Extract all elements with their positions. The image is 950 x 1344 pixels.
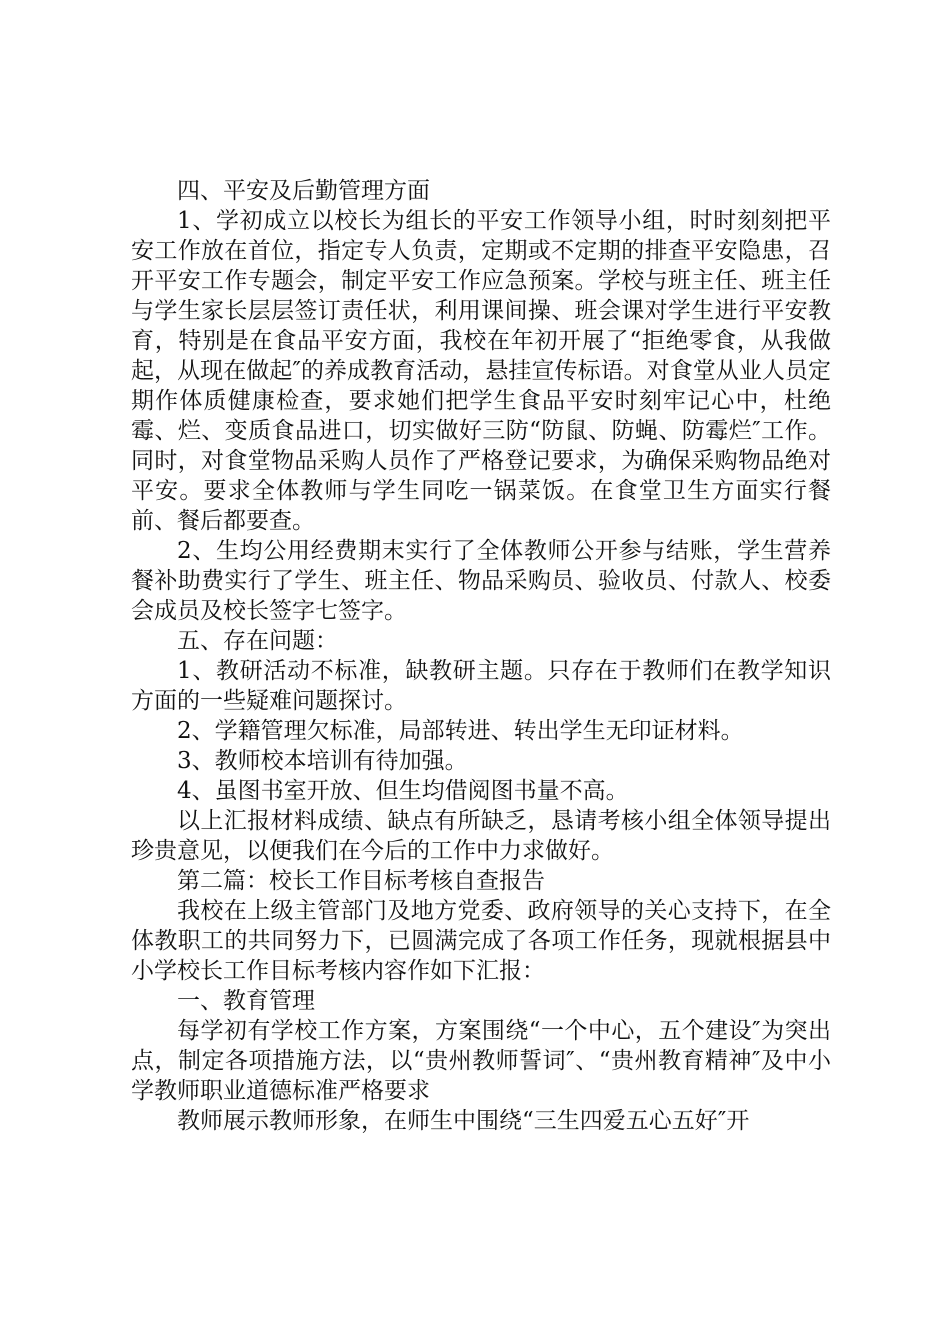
paragraph-teacher-image: 教师展示教师形象，在师生中围绕“三生四爱五心五好″开 <box>177 1108 750 1134</box>
section-heading-problems: 五、存在问题： <box>177 628 338 654</box>
paragraph-problem-4: 4、虽图书室开放、但生均借阅图书量不高。 <box>177 778 629 804</box>
section-heading-education-management: 一、教育管理 <box>177 988 315 1014</box>
section-heading-safety-logistics: 四、平安及后勤管理方面 <box>177 178 430 204</box>
paragraph-safety-item-2: 2、生均公用经费期末实行了全体教师公开参与结账，学生营养餐补助费实行了学生、班主任、物品采购员、验收员、付款人、校委会成员及校长签字七签字。 <box>131 538 831 624</box>
paragraph-problem-2: 2、学籍管理欠标准，局部转进、转出学生无印证材料。 <box>177 718 744 744</box>
paragraph-safety-item-1: 1、学初成立以校长为组长的平安工作领导小组，时时刻刻把平安工作放在首位，指定专人负责，定期或不定期的排查平安隐患，召开平安工作专题会，制定平安工作应急预案。学校与班主任、班主任与学生家长层层签订责任状，利用课间操、班会课对学生进行平安教育，特别是在食品平安方面，我校在年初开展了“拒绝零食，从我做起，从现在做起″的养成教育活动，悬挂宣传标语。对食堂从业人员定期作体质健康检查，要求她们把学生食品平安时刻牢记心中，杜绝霉、烂、变质食品进口，切实做好三防“防鼠、防蝇、防霉烂″工作。同时，对食堂物品采购人员作了严格登记要求，为确保采购物品绝对平安。要求全体教师与学生同吃一锅菜饭。在食堂卫生方面实行餐前、餐后都要查。 <box>131 208 831 534</box>
paragraph-education-plan: 每学初有学校工作方案，方案围绕“一个中心，五个建设″为突出点，制定各项措施方法，以“贵州教师誓词″、“贵州教育精神″及中小学教师职业道德标准严格要求 <box>131 1018 831 1104</box>
document-body <box>131 176 831 1136</box>
paragraph-intro: 我校在上级主管部门及地方党委、政府领导的关心支持下，在全体教职工的共同努力下，已圆满完成了各项工作任务，现就根据县中小学校长工作目标考核内容作如下汇报： <box>131 898 831 984</box>
chapter-title-second: 第二篇：校长工作目标考核自查报告 <box>177 868 545 894</box>
paragraph-closing: 以上汇报材料成绩、缺点有所缺乏，恳请考核小组全体领导提出珍贵意见，以便我们在今后的工作中力求做好。 <box>131 808 831 864</box>
paragraph-problem-3: 3、教师校本培训有待加强。 <box>177 748 468 774</box>
paragraph-problem-1: 1、教研活动不标准，缺教研主题。只存在于教师们在教学知识方面的一些疑难问题探讨。 <box>131 658 831 714</box>
